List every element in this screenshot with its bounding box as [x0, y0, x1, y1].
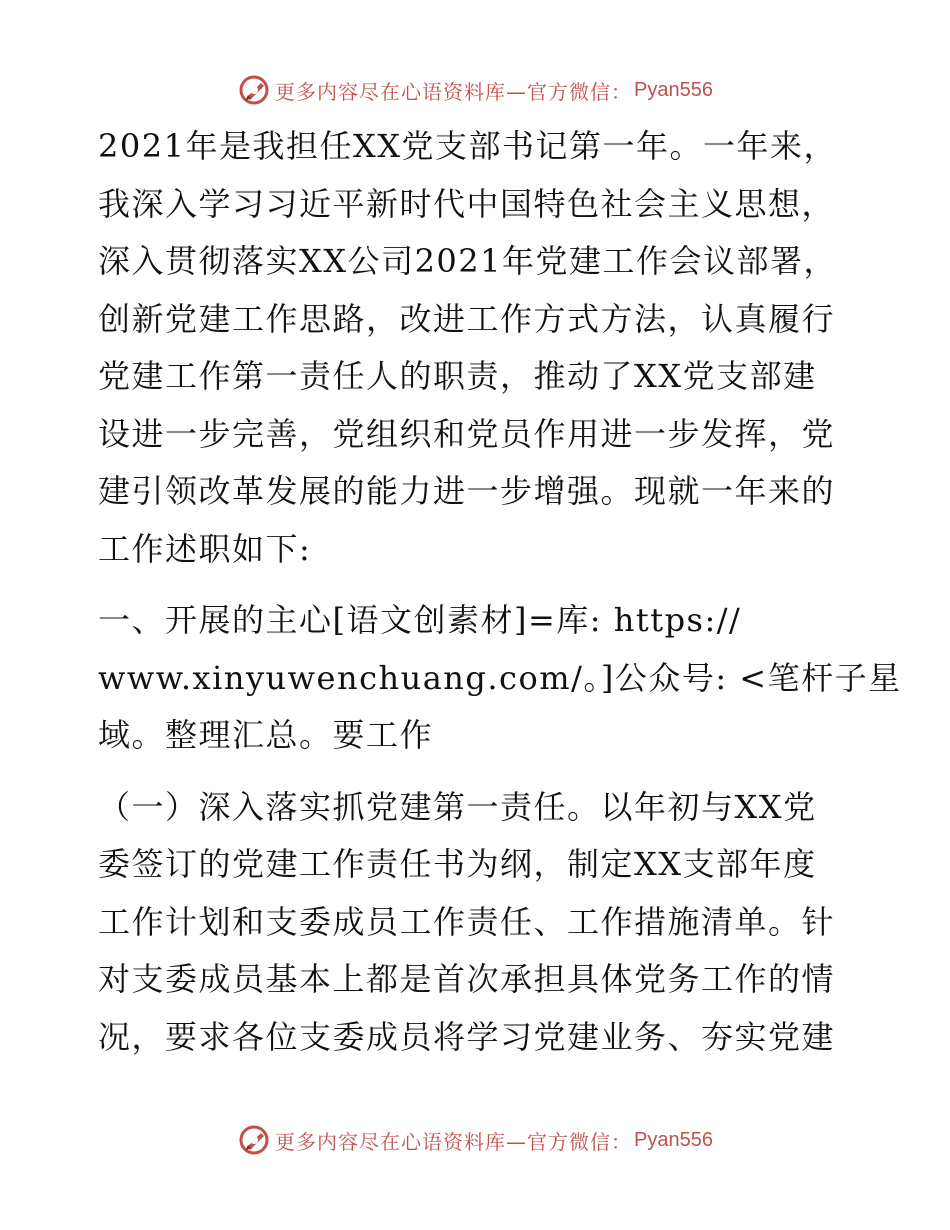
text-line: 委签订的党建工作责任书为纲，制定XX支部年度: [98, 845, 817, 883]
document-body: [98, 118, 902, 1066]
text-line: （一）深入落实抓党建第一责任。以年初与XX党: [98, 787, 817, 826]
watermark-text: 更多内容尽在心语资料库—官方微信：: [275, 1129, 633, 1154]
text-line: 2021年是我担任XX党支部书记第一年。一年来，: [98, 127, 838, 165]
section-heading-1: [98, 592, 902, 765]
text-line: 深入贯彻落实XX公司2021年党建工作会议部署，: [98, 242, 838, 280]
text-line: 对支委成员基本上都是首次承担具体党务工作的情: [98, 960, 836, 998]
text-line: 工作述职如下:: [98, 529, 312, 568]
text-line: 设进一步完善，党组织和党员作用进一步发挥，党: [98, 414, 836, 453]
footer-watermark: [0, 1120, 950, 1160]
brush-logo-icon: [237, 1123, 271, 1157]
paragraph-intro: [98, 118, 858, 578]
text-line: 况，要求各位支委成员将学习党建业务、夯实党建: [98, 1017, 836, 1056]
text-line: 域。整理汇总。要工作: [98, 716, 434, 754]
watermark-account-id: Pyan556: [634, 78, 713, 101]
text-line: 一、开展的主心[语文创素材]=库: https://: [98, 601, 742, 639]
text-line: www.xinyuwenchuang.com/。]公众号: <笔杆子星: [98, 658, 902, 697]
text-line: 建引领改革发展的能力进一步增强。现就一年来的: [98, 472, 836, 510]
text-line: 创新党建工作思路，改进工作方式方法，认真履行: [98, 299, 836, 338]
paragraph-subsection-1: [98, 779, 858, 1067]
paragraph-spacer: [98, 765, 858, 779]
watermark-text: 更多内容尽在心语资料库—官方微信：: [275, 79, 633, 104]
brush-logo-icon: [237, 73, 271, 107]
paragraph-spacer: [98, 578, 858, 592]
text-line: 我深入学习习近平新时代中国特色社会主义思想，: [98, 184, 836, 223]
watermark-account-id: Pyan556: [634, 1128, 713, 1151]
text-line: 工作计划和支委成员工作责任、工作措施清单。针: [98, 902, 836, 941]
header-watermark: [0, 70, 950, 110]
text-line: 党建工作第一责任人的职责，推动了XX党支部建: [98, 357, 817, 395]
